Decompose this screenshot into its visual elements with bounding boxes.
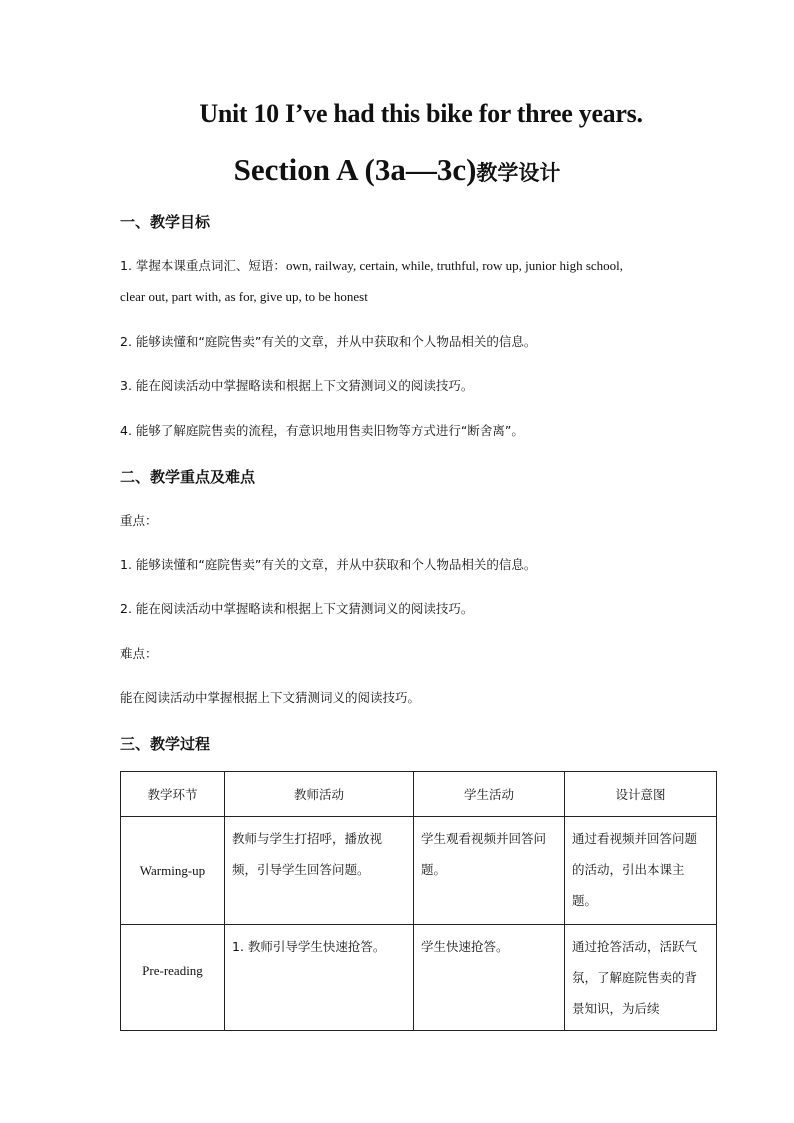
section1-heading: 一、教学目标 xyxy=(120,213,211,231)
objective-1-english-line1: own, railway, certain, while, truthful, row up, junior high school, xyxy=(285,258,624,273)
table-row xyxy=(121,817,717,925)
table-row xyxy=(121,925,717,1031)
row-teacher-activity: 1. 教师引导学生快速抢答。 xyxy=(225,925,414,1031)
row-teacher-activity: 教师与学生打招呼，播放视频，引导学生回答问题。 xyxy=(225,817,414,925)
header-teacher-activity: 教师活动 xyxy=(225,772,414,817)
row-stage: Pre-reading xyxy=(121,925,225,1031)
objective-item-1-cont xyxy=(120,288,700,306)
objective-item-3: 3. 能在阅读活动中掌握略读和根据上下文猜测词义的阅读技巧。 xyxy=(120,378,474,393)
row-design-intent: 通过看视频并回答问题的活动，引出本课主题。 xyxy=(565,817,717,925)
header-stage: 教学环节 xyxy=(121,772,225,817)
row-student-activity: 学生观看视频并回答问题。 xyxy=(414,817,565,925)
header-student-activity: 学生活动 xyxy=(414,772,565,817)
objective-item-2: 2. 能够读懂和“庭院售卖”有关的文章，并从中获取和个人物品相关的信息。 xyxy=(120,334,537,349)
subtitle-english: Section A (3a—3c) xyxy=(233,152,477,187)
subtitle-chinese: 教学设计 xyxy=(476,161,561,185)
header-design-intent: 设计意图 xyxy=(565,772,717,817)
document-subtitle xyxy=(0,152,794,188)
section2-heading: 二、教学重点及难点 xyxy=(120,468,256,486)
objective-item-4: 4. 能够了解庭院售卖的流程，有意识地用售卖旧物等方式进行“断舍离”。 xyxy=(120,423,524,438)
difficulty-label: 难点： xyxy=(120,646,158,661)
row-stage: Warming-up xyxy=(121,817,225,925)
difficulty-point: 能在阅读活动中掌握根据上下文猜测词义的阅读技巧。 xyxy=(120,690,421,705)
objective-item-1 xyxy=(120,257,700,275)
document-title: Unit 10 I’ve had this bike for three years. xyxy=(199,99,643,128)
table-header-row xyxy=(121,772,717,817)
objective-1-prefix: 1. xyxy=(120,258,132,273)
objective-1-chinese: 掌握本课重点词汇、短语： xyxy=(135,258,286,273)
row-design-intent: 通过抢答活动，活跃气氛，了解庭院售卖的背景知识，为后续 xyxy=(565,925,717,1031)
section3-heading: 三、教学过程 xyxy=(120,735,211,753)
key-point-1: 1. 能够读懂和“庭院售卖”有关的文章，并从中获取和个人物品相关的信息。 xyxy=(120,557,537,572)
objective-1-english-line2: clear out, part with, as for, give up, to be honest xyxy=(120,289,368,304)
row-student-activity: 学生快速抢答。 xyxy=(414,925,565,1031)
teaching-process-table xyxy=(120,771,717,1031)
key-points-label: 重点： xyxy=(120,513,158,528)
key-point-2: 2. 能在阅读活动中掌握略读和根据上下文猜测词义的阅读技巧。 xyxy=(120,601,474,616)
